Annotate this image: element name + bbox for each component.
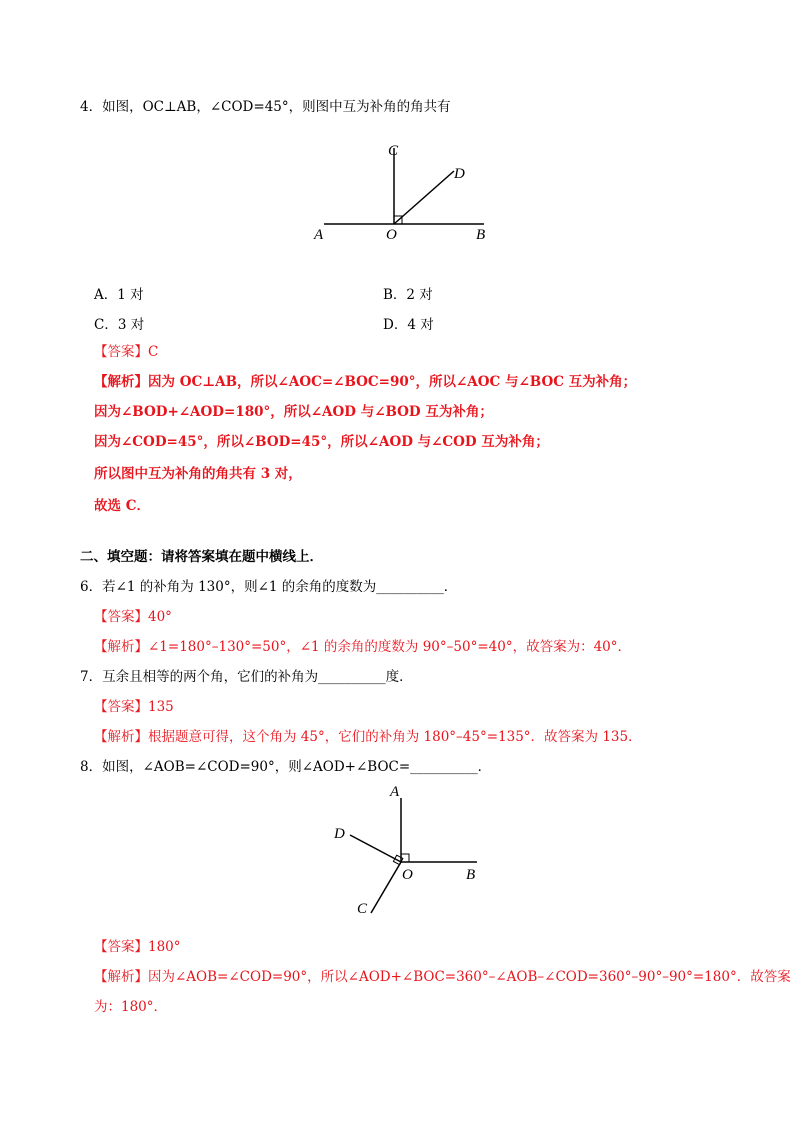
q4-figure xyxy=(300,135,500,250)
q4-answer: 【答案】C xyxy=(94,344,159,360)
option-b: B．2 对 xyxy=(383,287,433,303)
q4-analysis-line: 所以图中互为补角的角共有 3 对， xyxy=(94,466,302,482)
label-o: O xyxy=(386,227,397,243)
label-o: O xyxy=(402,867,413,883)
q4-analysis-line: 因为∠COD=45°，所以∠BOD=45°，所以∠AOD 与∠COD 互为补角； xyxy=(94,434,549,450)
q8-analysis-line: 【解析】因为∠AOB=∠COD=90°，所以∠AOD+∠BOC=360°–∠AOB–∠COD=360°–90°–90°=180°．故答案 xyxy=(94,969,791,985)
q6-analysis: 【解析】∠1=180°–130°=50°，∠1 的余角的度数为 90°–50°=40°，故答案为：40°． xyxy=(94,639,631,655)
label-d: D xyxy=(334,826,345,842)
label-d: D xyxy=(454,166,465,182)
q8-analysis-line: 为：180°． xyxy=(94,999,168,1015)
option-a: A．1 对 xyxy=(94,287,144,303)
q7-answer: 【答案】135 xyxy=(94,699,174,715)
ray-oc xyxy=(371,862,401,913)
q8-figure xyxy=(320,780,490,920)
q4-analysis-line: 【解析】因为 OC⊥AB，所以∠AOC=∠BOC=90°，所以∠AOC 与∠BOC 互为补角； xyxy=(94,374,637,390)
label-b: B xyxy=(466,867,476,883)
ray-od xyxy=(394,171,454,224)
label-a: A xyxy=(390,784,400,800)
option-d: D．4 对 xyxy=(383,317,434,333)
label-c: C xyxy=(357,901,368,917)
ray-od xyxy=(350,835,401,862)
q6-answer: 【答案】40° xyxy=(94,609,172,625)
q4-stem: 4．如图，OC⊥AB，∠COD=45°，则图中互为补角的角共有 xyxy=(80,99,451,115)
q7-stem: 7．互余且相等的两个角，它们的补角为__________度． xyxy=(80,669,413,685)
label-a: A xyxy=(314,227,324,243)
label-c: C xyxy=(388,143,399,159)
q4-analysis-line: 故选 C． xyxy=(94,498,150,514)
label-b: B xyxy=(476,227,486,243)
q7-analysis: 【解析】根据题意可得，这个角为 45°，它们的补角为 180°–45°=135°．故答案为 135． xyxy=(94,729,642,745)
q8-answer: 【答案】180° xyxy=(94,939,181,955)
q4-analysis-line: 因为∠BOD+∠AOD=180°，所以∠AOD 与∠BOD 互为补角； xyxy=(94,404,493,420)
q6-stem: 6．若∠1 的补角为 130°，则∠1 的余角的度数为__________． xyxy=(80,579,458,595)
section-title: 二、填空题：请将答案填在题中横线上． xyxy=(80,549,323,565)
q8-stem: 8．如图，∠AOB=∠COD=90°，则∠AOD+∠BOC=__________． xyxy=(80,759,492,775)
option-c: C．3 对 xyxy=(94,317,145,333)
